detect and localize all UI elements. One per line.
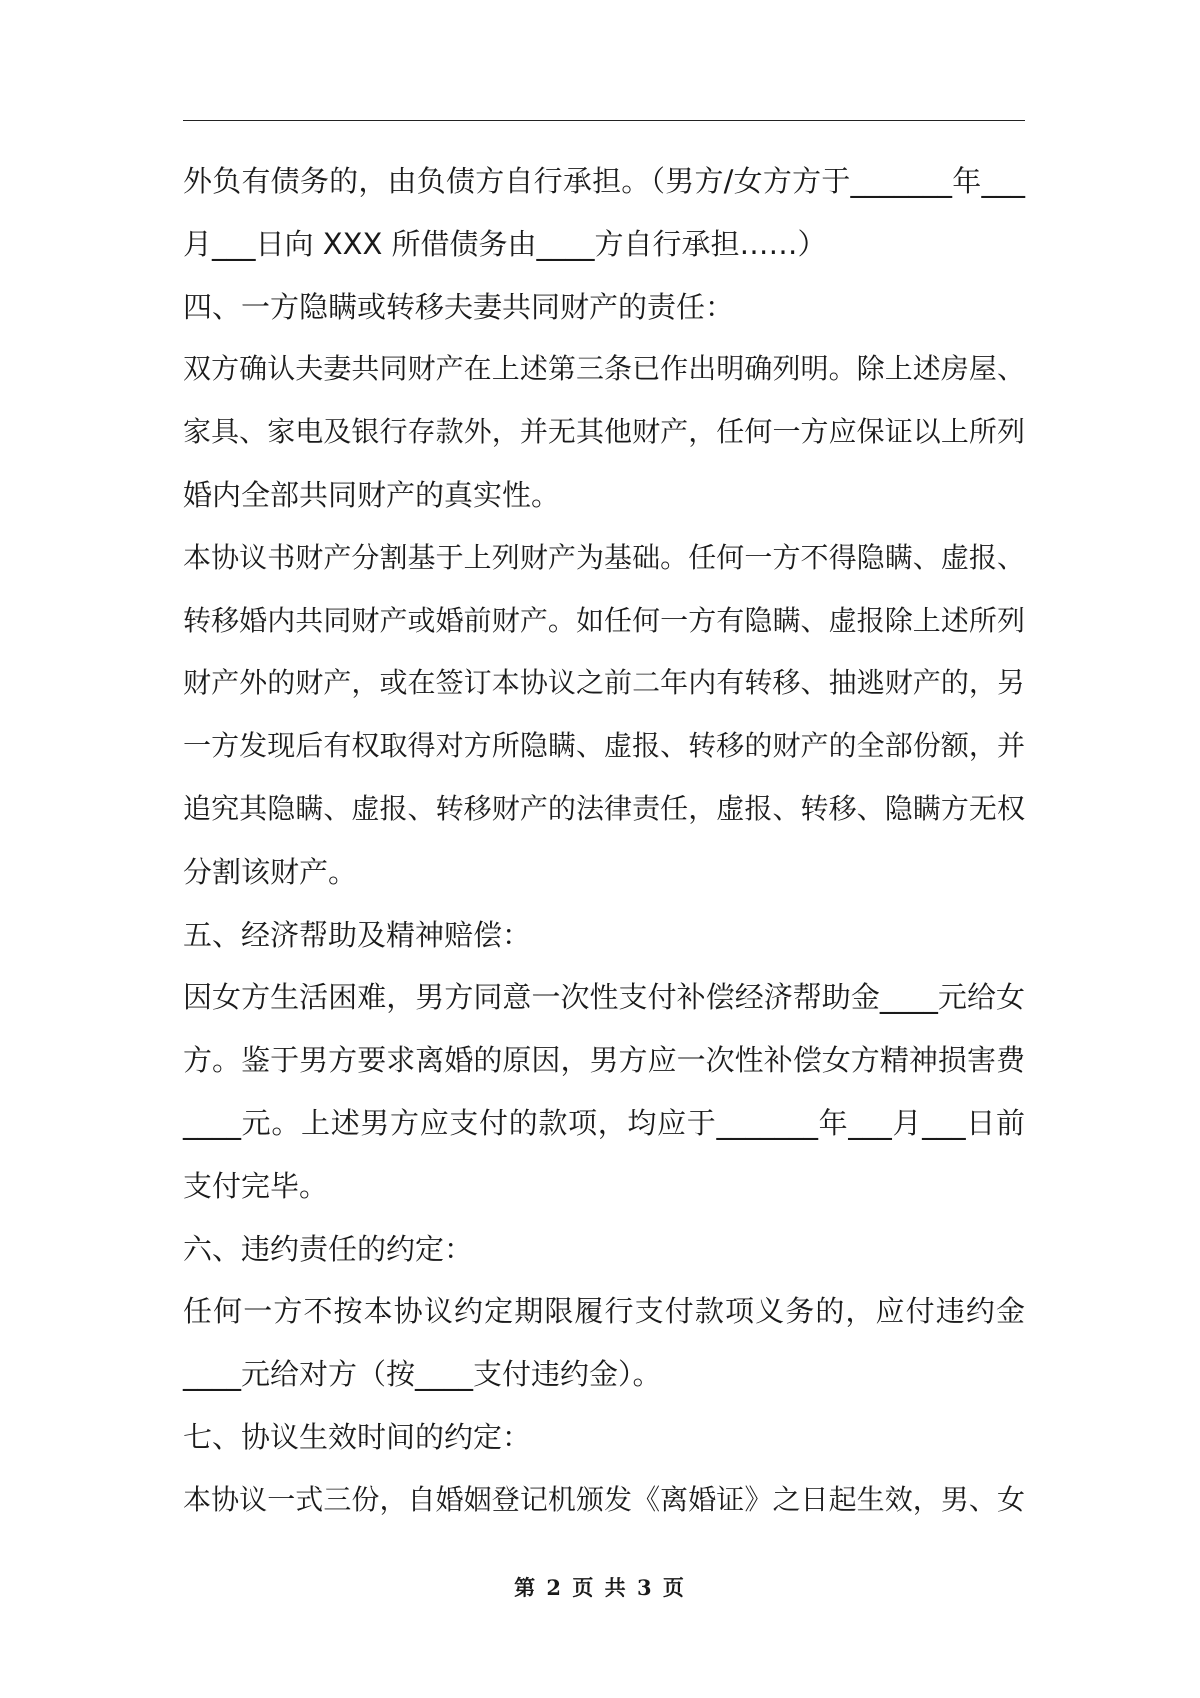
body-line: 一方发现后有权取得对方所隐瞒、虚报、转移的财产的全部份额，并	[183, 729, 1025, 763]
document-body	[183, 150, 1025, 1532]
body-line: 家具、家电及银行存款外，并无其他财产，任何一方应保证以上所列	[183, 415, 1025, 449]
section-heading: 七、协议生效时间的约定：	[183, 1419, 532, 1454]
section-heading: 五、经济帮助及精神赔偿：	[183, 917, 532, 952]
section-heading: 六、违约责任的约定：	[183, 1231, 474, 1266]
body-line: 转移婚内共同财产或婚前财产。如任何一方有隐瞒、虚报除上述所列	[183, 603, 1025, 637]
body-line: 婚内全部共同财产的真实性。	[183, 477, 561, 512]
body-line: 追究其隐瞒、虚报、转移财产的法律责任，虚报、转移、隐瞒方无权	[183, 791, 1025, 825]
body-line: ____元。上述男方应支付的款项，均应于_______年___月___日前	[183, 1105, 1025, 1140]
body-line: 月___日向 XXX 所借债务由____方自行承担……）	[183, 226, 827, 261]
body-line: 本协议书财产分割基于上列财产为基础。任何一方不得隐瞒、虚报、	[183, 540, 1025, 574]
body-line: 因女方生活困难，男方同意一次性支付补偿经济帮助金____元给女	[183, 980, 1025, 1015]
body-line: 本协议一式三份，自婚姻登记机颁发《离婚证》之日起生效，男、女	[183, 1482, 1025, 1516]
header-rule	[183, 120, 1025, 121]
body-line: 双方确认夫妻共同财产在上述第三条已作出明确列明。除上述房屋、	[183, 352, 1025, 386]
body-line: 方。鉴于男方要求离婚的原因，男方应一次性补偿女方精神损害费	[183, 1043, 1025, 1078]
body-line: 财产外的财产，或在签订本协议之前二年内有转移、抽逃财产的，另	[183, 666, 1025, 700]
body-line: 分割该财产。	[183, 854, 358, 889]
page-number: 第 2 页 共 3 页	[514, 1575, 686, 1600]
body-line: 外负有债务的，由负债方自行承担。（男方/女方方于_______年___	[183, 164, 1025, 198]
section-heading: 四、一方隐瞒或转移夫妻共同财产的责任：	[183, 289, 735, 324]
body-line: 支付完毕。	[183, 1168, 329, 1203]
body-line: ____元给对方（按____支付违约金）。	[183, 1357, 662, 1392]
body-line: 任何一方不按本协议约定期限履行支付款项义务的，应付违约金	[183, 1294, 1025, 1329]
